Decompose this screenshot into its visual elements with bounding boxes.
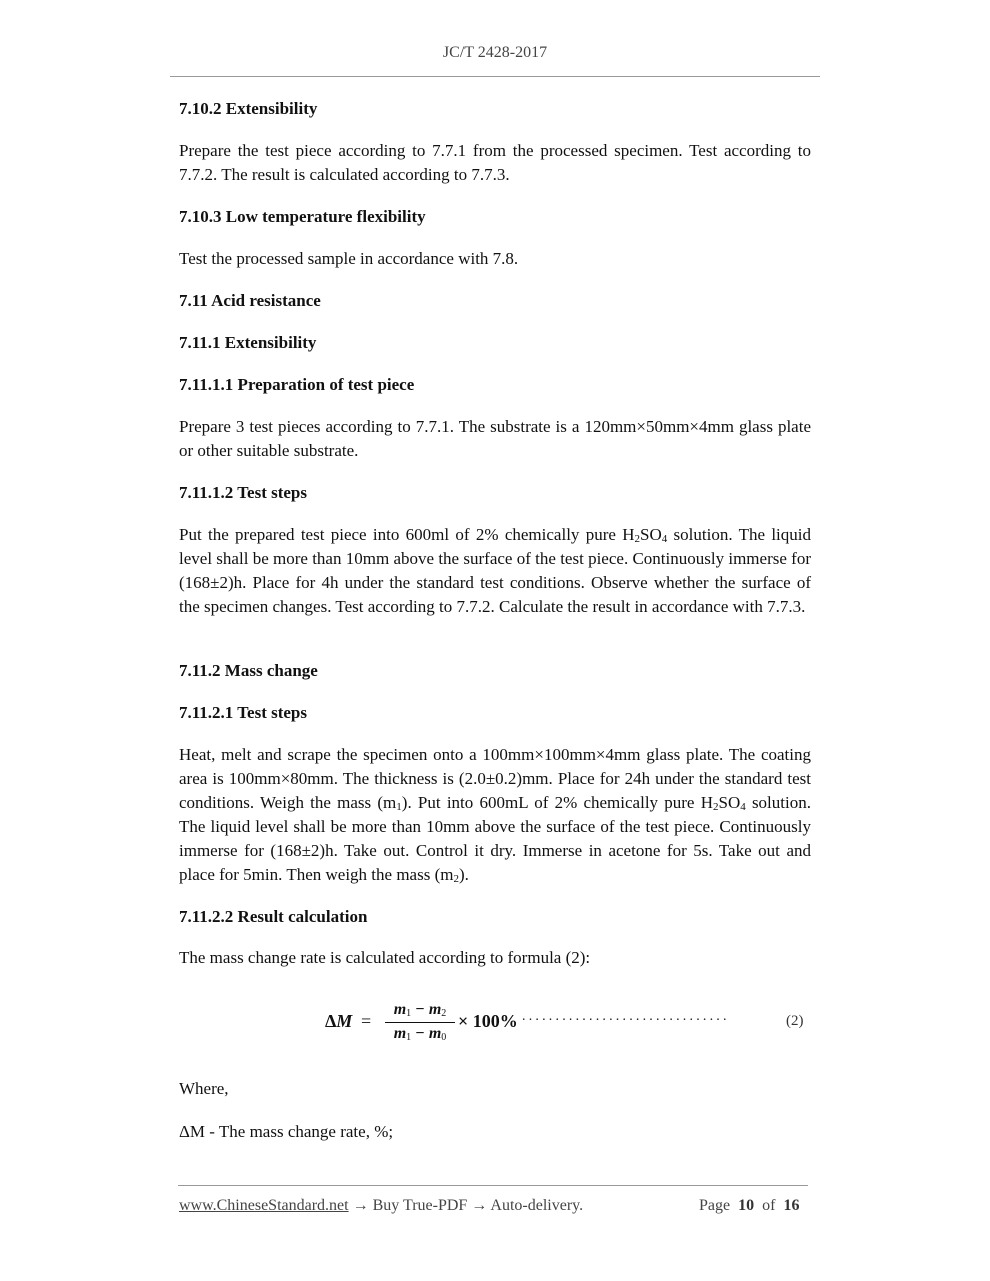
paragraph-7-11-2-2: The mass change rate is calculated according to formula (2): <box>179 948 591 967</box>
subscript: 2 <box>634 533 641 545</box>
heading-7-11: 7.11 Acid resistance <box>179 291 321 310</box>
leader-dots: ............................... <box>522 1009 730 1024</box>
var: m <box>393 1001 407 1018</box>
heading-7-11-2-1: 7.11.2.1 Test steps <box>179 703 307 722</box>
text: ). Put into 600mL of 2% chemically pure H <box>401 793 713 812</box>
paragraph-7-10-2: Prepare the test piece according to 7.7.1 from the processed specimen. Test according to 7.7.2. The result is calculated according to 7.7.3. <box>179 141 811 184</box>
numerator <box>385 1000 455 1023</box>
text: solution. The liquid level shall be more than 10mm above the surface of the test piece. Continuously immerse for (168±2)h. Take out. Control it dry. Immerse in acetone for 5s. Take out and place for 5min. Then weigh the mass (m <box>179 793 811 884</box>
website-link[interactable]: www.ChineseStandard.net <box>179 1197 349 1214</box>
formula-2 <box>325 1000 815 1050</box>
text: ). <box>458 865 469 884</box>
text: solution. The liquid level shall be more than 10mm above the surface of the test piece. Continuously immerse for (168±2)h. Place for 4h under the standard test conditions. Observe whether the surface of the specimen changes. Test according to 7.7.2. Calculate the result in accordance with 7.7.3. <box>179 525 811 616</box>
page-number: 10 <box>738 1197 755 1214</box>
subscript: 2 <box>453 873 459 885</box>
paragraph-7-10-3: Test the processed sample in accordance with 7.8. <box>179 249 519 268</box>
text: Heat, melt and scrape the specimen onto a 100mm×100mm×4mm glass plate. The coating area is 100mm×80mm. The thickness is (2.0±0.2)mm. Place for 24h under the standard test conditions. Weigh the mass (m <box>179 745 811 812</box>
formula-number: (2) <box>786 1013 804 1029</box>
footer-left <box>179 1197 583 1215</box>
footer-tagline: → Buy True-PDF → Auto-delivery. <box>348 1197 584 1214</box>
heading-7-11-2-2: 7.11.2.2 Result calculation <box>179 907 368 926</box>
subscript: 1 <box>406 1008 412 1019</box>
paragraph-7-11-1-1: Prepare 3 test pieces according to 7.7.1. The substrate is a 120mm×50mm×4mm glass plate or other suitable substrate. <box>179 417 811 460</box>
fraction <box>385 1000 455 1045</box>
definition-delta-m: ΔM - The mass change rate, %; <box>179 1122 394 1141</box>
where-label: Where, <box>179 1079 229 1098</box>
heading-7-11-1: 7.11.1 Extensibility <box>179 333 317 352</box>
var: m <box>428 1025 442 1042</box>
subscript: 4 <box>740 801 746 813</box>
text: SO <box>640 525 662 544</box>
var: m <box>393 1025 407 1042</box>
heading-7-11-2: 7.11.2 Mass change <box>179 661 318 680</box>
page-indicator <box>699 1197 799 1215</box>
of-label: of <box>762 1197 776 1214</box>
text: SO <box>718 793 741 812</box>
operator: − <box>411 1001 429 1018</box>
multiplier: × 100% <box>458 1011 518 1031</box>
paragraph-7-11-1-2 <box>179 523 811 619</box>
paragraph-7-11-2-1 <box>179 743 811 887</box>
page-label: Page <box>699 1197 731 1214</box>
delta-symbol: Δ <box>325 1011 337 1031</box>
operator: − <box>411 1025 429 1042</box>
document-id-header: JC/T 2428-2017 <box>442 44 548 61</box>
subscript: 4 <box>661 533 668 545</box>
subscript: 1 <box>406 1032 412 1043</box>
subscript: 1 <box>396 801 402 813</box>
page-total: 16 <box>783 1197 800 1214</box>
var: m <box>428 1001 442 1018</box>
equals-sign: = <box>361 1011 372 1031</box>
variable-m: M <box>336 1011 353 1031</box>
heading-7-10-3: 7.10.3 Low temperature flexibility <box>179 207 426 226</box>
footer-rule <box>178 1185 808 1186</box>
denominator <box>385 1023 455 1045</box>
subscript: 2 <box>441 1008 447 1019</box>
header-rule <box>170 76 820 77</box>
subscript: 2 <box>712 801 719 813</box>
formula-lhs <box>325 1011 352 1032</box>
heading-7-11-1-1: 7.11.1.1 Preparation of test piece <box>179 375 415 394</box>
heading-7-10-2: 7.10.2 Extensibility <box>179 99 318 118</box>
text: Put the prepared test piece into 600ml of 2% chemically pure H <box>179 525 635 544</box>
subscript: 0 <box>441 1032 447 1043</box>
heading-7-11-1-2: 7.11.1.2 Test steps <box>179 483 307 502</box>
